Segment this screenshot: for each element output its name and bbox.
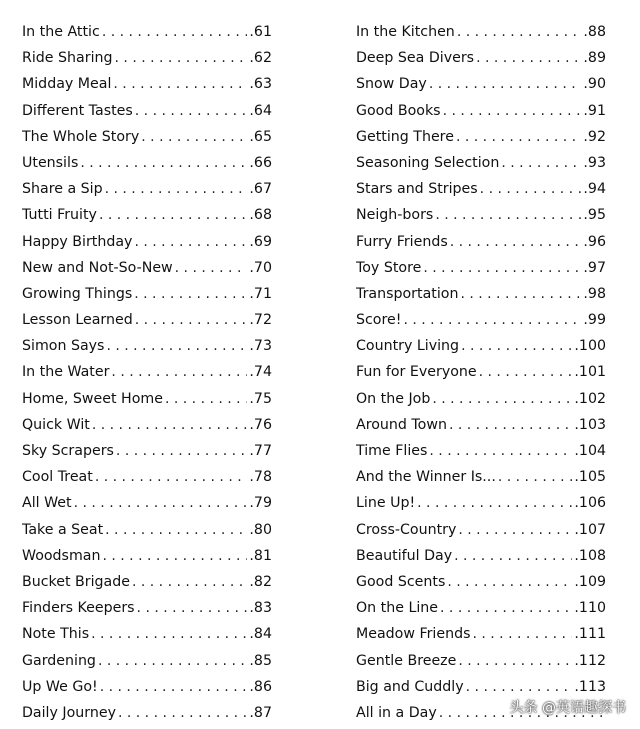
toc-entry-page-number: .100 (574, 338, 606, 355)
dot-leader (498, 464, 573, 490)
toc-entry-title: Seasoning Selection (356, 154, 500, 171)
toc-entry-title: Snow Day (356, 76, 427, 93)
toc-entry-page-number: .84 (249, 626, 272, 643)
toc-entry-title: Beautiful Day (356, 547, 453, 564)
toc-entry-title: Utensils (22, 154, 79, 171)
toc-entry (356, 19, 606, 45)
toc-entry-title: Happy Birthday (22, 233, 133, 250)
toc-entry-page-number: .71 (249, 285, 272, 302)
toc-entry (22, 281, 272, 307)
toc-entry (356, 45, 606, 71)
toc-entry (356, 648, 606, 674)
toc-entry-page-number: .73 (249, 338, 272, 355)
toc-entry-title: Good Books (356, 102, 441, 119)
toc-entry-title: Ride Sharing (22, 50, 113, 67)
dot-leader (472, 621, 572, 647)
toc-entry (22, 386, 272, 412)
toc-entry (22, 19, 272, 45)
toc-entry-page-number: .80 (249, 521, 272, 538)
toc-entry-page-number: .98 (583, 285, 606, 302)
toc-entry-page-number: .106 (574, 495, 606, 512)
toc-entry-title: Fun for Everyone (356, 364, 477, 381)
dot-leader (466, 674, 573, 700)
toc-entry-title: Neigh-bors (356, 207, 434, 224)
toc-entry-title: Bucket Brigade (22, 573, 130, 590)
dot-leader (99, 202, 247, 228)
toc-entry-page-number: .104 (574, 443, 606, 459)
toc-entry-page-number: .74 (249, 364, 272, 381)
toc-entry-page-number: .69 (249, 233, 272, 250)
dot-leader (458, 648, 572, 674)
toc-entry-title: On the Line (356, 600, 439, 617)
toc-entry-title: Big and Cuddly (356, 678, 464, 695)
toc-entry-page-number: .68 (249, 207, 272, 224)
toc-entry (356, 674, 606, 700)
toc-entry (22, 674, 272, 700)
toc-entry-page-number: .107 (574, 521, 606, 538)
toc-entry-page-number: .103 (574, 416, 606, 433)
dot-leader (137, 595, 248, 621)
dot-leader (403, 307, 581, 333)
dot-leader (98, 648, 247, 674)
toc-entry-title: Simon Says (22, 338, 105, 355)
toc-entry (22, 412, 272, 438)
toc-entry (22, 255, 272, 281)
toc-entry-title: Time Flies (356, 443, 428, 459)
toc-left-column (22, 19, 272, 726)
toc-entry-page-number: .94 (583, 181, 606, 198)
toc-entry (356, 490, 606, 516)
toc-entry (22, 229, 272, 255)
toc-entry-page-number: .112 (574, 652, 606, 669)
toc-entry-page-number: .78 (249, 469, 272, 486)
toc-entry-title: Meadow Friends (356, 626, 471, 643)
toc-entry-title: Country Living (356, 338, 460, 355)
toc-entry-title: Toy Store (356, 259, 422, 276)
toc-entry (356, 543, 606, 569)
toc-entry (22, 124, 272, 150)
watermark-text: 头条 @英语趣探书 (509, 700, 626, 716)
toc-right-column (356, 19, 606, 726)
toc-entry-title: Deep Sea Divers (356, 50, 475, 67)
toc-entry (356, 255, 606, 281)
dot-leader (141, 124, 247, 150)
toc-entry (22, 71, 272, 97)
toc-entry (356, 621, 606, 647)
toc-entry-page-number: .95 (583, 207, 606, 224)
dot-leader (457, 19, 582, 45)
toc-entry (356, 98, 606, 124)
toc-entry (22, 438, 272, 464)
toc-entry-page-number: .85 (249, 652, 272, 669)
toc-entry-page-number: .109 (574, 573, 606, 590)
dot-leader (501, 150, 581, 176)
dot-leader (447, 569, 572, 595)
toc-entry-page-number: .63 (249, 76, 272, 93)
toc-entry-page-number: .96 (583, 233, 606, 250)
toc-entry-title: On the Job (356, 390, 431, 407)
dot-leader (175, 255, 248, 281)
toc-entry (356, 307, 606, 333)
toc-entry (22, 98, 272, 124)
toc-entry-title: Tutti Fruity (22, 207, 97, 224)
toc-entry (356, 229, 606, 255)
dot-leader (454, 543, 572, 569)
toc-entry (356, 359, 606, 385)
toc-entry (356, 333, 606, 359)
toc-entry (22, 543, 272, 569)
toc-entry-title: And the Winner Is... (356, 469, 496, 486)
toc-entry-title: Good Scents (356, 573, 446, 590)
toc-entry-page-number: .83 (249, 600, 272, 617)
dot-leader (102, 19, 248, 45)
dot-leader (105, 517, 247, 543)
toc-entry-page-number: .110 (574, 600, 606, 617)
toc-entry (22, 176, 272, 202)
toc-entry-title: Cross-Country (356, 521, 457, 538)
dot-leader (134, 281, 247, 307)
toc-entry-title: Lesson Learned (22, 312, 133, 329)
dot-leader (417, 490, 572, 516)
toc-entry-title: Finders Keepers (22, 600, 135, 617)
dot-leader (132, 569, 247, 595)
toc-entry-page-number: .66 (249, 154, 272, 171)
dot-leader (116, 438, 248, 464)
toc-entry-page-number: .61 (249, 24, 272, 40)
dot-leader (443, 98, 582, 124)
toc-entry-title: In the Kitchen (356, 24, 455, 40)
dot-leader (458, 517, 572, 543)
toc-entry-title: Transportation (356, 285, 459, 302)
toc-entry (22, 700, 272, 726)
dot-leader (105, 176, 248, 202)
toc-entry-page-number: .102 (574, 390, 606, 407)
dot-leader (460, 281, 581, 307)
toc-entry-title: All Wet (22, 495, 72, 512)
dot-leader (456, 124, 581, 150)
toc-entry-page-number: .64 (249, 102, 272, 119)
toc-entry-title: The Whole Story (22, 128, 140, 145)
toc-entry-page-number: .82 (249, 573, 272, 590)
dot-leader (423, 255, 581, 281)
toc-entry-page-number: .67 (249, 181, 272, 198)
toc-entry-page-number: .92 (583, 128, 606, 145)
dot-leader (92, 412, 248, 438)
toc-entry-title: Midday Meal (22, 76, 112, 93)
dot-leader (118, 700, 247, 726)
toc-entry (22, 621, 272, 647)
toc-entry-title: Gardening (22, 652, 96, 669)
toc-entry-title: Cool Treat (22, 469, 93, 486)
toc-entry (356, 464, 606, 490)
toc-entry-title: All in a Day (356, 704, 437, 721)
toc-entry (356, 569, 606, 595)
toc-entry-title: Gentle Breeze (356, 652, 457, 669)
dot-leader (479, 359, 573, 385)
toc-entry (356, 281, 606, 307)
dot-leader (135, 98, 248, 124)
toc-entry (356, 176, 606, 202)
dot-leader (113, 71, 247, 97)
toc-entry (22, 464, 272, 490)
dot-leader (106, 333, 247, 359)
dot-leader (91, 621, 247, 647)
toc-entry (22, 595, 272, 621)
toc-entry-page-number: .77 (249, 443, 272, 459)
toc-entry-title: Take a Seat (22, 521, 104, 538)
dot-leader (74, 490, 248, 516)
toc-entry-title: Up We Go! (22, 678, 98, 695)
toc-entry-title: Stars and Stripes (356, 181, 478, 198)
toc-entry (356, 517, 606, 543)
toc-entry-title: Around Town (356, 416, 447, 433)
dot-leader (80, 150, 247, 176)
toc-entry-title: Home, Sweet Home (22, 390, 163, 407)
toc-entry (356, 412, 606, 438)
dot-leader (134, 229, 247, 255)
dot-leader (111, 359, 247, 385)
dot-leader (135, 307, 248, 333)
dot-leader (429, 71, 582, 97)
dot-leader (480, 176, 582, 202)
toc-entry-page-number: .62 (249, 50, 272, 67)
toc-entry-title: Score! (356, 312, 402, 329)
toc-entry-title: Furry Friends (356, 233, 448, 250)
dot-leader (115, 45, 248, 71)
toc-entry-title: In the Attic (22, 24, 100, 40)
dot-leader (435, 202, 581, 228)
dot-leader (449, 412, 572, 438)
toc-entry-title: Getting There (356, 128, 454, 145)
toc-entry-page-number: .91 (583, 102, 606, 119)
toc-entry-page-number: .75 (249, 390, 272, 407)
toc-entry (22, 517, 272, 543)
dot-leader (165, 386, 247, 412)
dot-leader (432, 386, 572, 412)
toc-entry-page-number: .87 (249, 704, 272, 721)
toc-entry-title: Sky Scrapers (22, 443, 114, 459)
toc-entry-page-number: .93 (583, 154, 606, 171)
toc-entry-page-number: .88 (583, 24, 606, 40)
toc-entry-page-number: .113 (574, 678, 606, 695)
dot-leader (461, 333, 572, 359)
toc-entry-title: In the Water (22, 364, 110, 381)
toc-entry (356, 150, 606, 176)
toc-entry-title: Daily Journey (22, 704, 116, 721)
toc-entry-page-number: .105 (574, 469, 606, 486)
toc-entry (356, 71, 606, 97)
toc-entry-page-number: .99 (583, 312, 606, 329)
toc-entry-page-number: .90 (583, 76, 606, 93)
toc-entry (22, 490, 272, 516)
toc-entry (22, 359, 272, 385)
dot-leader (450, 229, 582, 255)
toc-entry-page-number: .86 (249, 678, 272, 695)
toc-entry-title: Different Tastes (22, 102, 133, 119)
toc-entry (22, 569, 272, 595)
toc-entry-title: Woodsman (22, 547, 101, 564)
toc-entry (356, 438, 606, 464)
dot-leader (100, 674, 248, 700)
toc-entry (22, 307, 272, 333)
toc-entry-page-number: .108 (574, 547, 606, 564)
toc-entry (356, 386, 606, 412)
toc-entry-page-number: .111 (574, 626, 606, 643)
dot-leader (95, 464, 248, 490)
toc-entry-title: Growing Things (22, 285, 133, 302)
dot-leader (476, 45, 581, 71)
toc-entry-page-number: .97 (583, 259, 606, 276)
toc-entry-title: Note This (22, 626, 90, 643)
toc-entry (22, 202, 272, 228)
toc-entry (356, 595, 606, 621)
toc-entry (356, 202, 606, 228)
toc-entry (22, 333, 272, 359)
toc-entry (356, 124, 606, 150)
toc-entry-page-number: .70 (249, 259, 272, 276)
toc-entry-title: Share a Sip (22, 181, 103, 198)
toc-entry-title: New and Not-So-New (22, 259, 173, 276)
toc-entry-page-number: .81 (249, 547, 272, 564)
toc-entry-page-number: .101 (574, 364, 606, 381)
toc-entry-title: Line Up! (356, 495, 416, 512)
toc-entry-page-number: .65 (249, 128, 272, 145)
dot-leader (102, 543, 247, 569)
toc-entry-page-number: .79 (249, 495, 272, 512)
dot-leader (429, 438, 572, 464)
toc-entry (22, 150, 272, 176)
toc-entry-page-number: .89 (583, 50, 606, 67)
dot-leader (440, 595, 572, 621)
toc-entry (22, 45, 272, 71)
toc-entry (22, 648, 272, 674)
toc-entry-page-number: .76 (249, 416, 272, 433)
toc-entry-page-number: .72 (249, 312, 272, 329)
toc-entry-title: Quick Wit (22, 416, 90, 433)
